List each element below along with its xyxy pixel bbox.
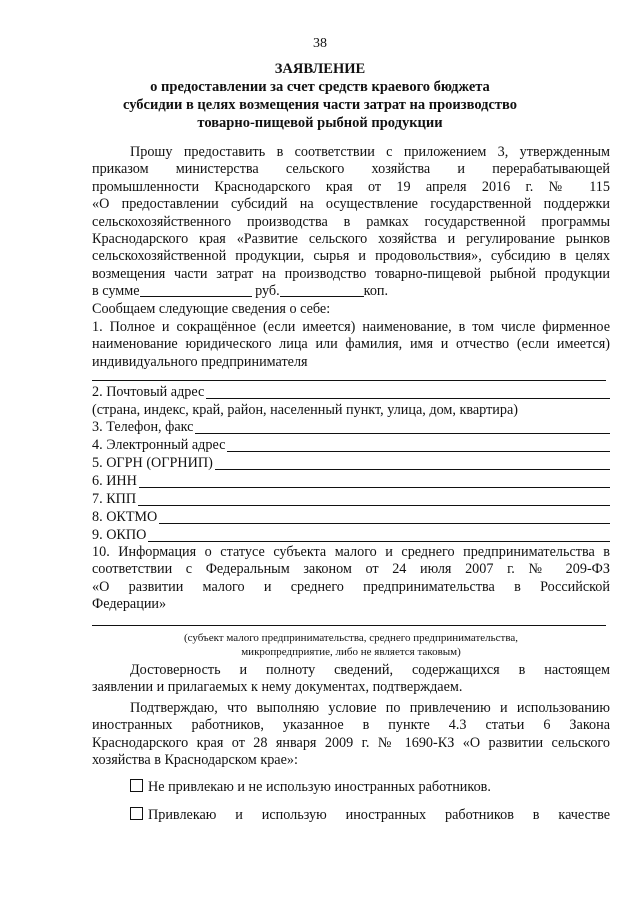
text-line: сельскохозяйственной продукции, сырья и продовольствия», субсидию в целях (92, 248, 610, 265)
option-line (130, 807, 610, 824)
confirmation-paragraph (92, 662, 610, 697)
oktmo-field[interactable] (159, 510, 610, 524)
inn-field[interactable] (139, 474, 610, 488)
text-line: сельскохозяйственного производства в рамках государственной программы (92, 213, 610, 230)
sme-status-hint (92, 631, 610, 659)
text-line: иностранных работников, указанное в пункте 4.3 статьи 6 Закона (92, 717, 610, 734)
okpo-row (92, 527, 610, 544)
item-1 (92, 319, 610, 371)
text-line: наименование юридического лица или фамилия, имя и отчество (если имеется) (92, 336, 610, 353)
text-line: Подтверждаю, что выполняю условие по привлечению и использованию (130, 700, 610, 716)
title-line: субсидии в целях возмещения части затрат на производство (122, 97, 518, 113)
postal-address-hint: (страна, индекс, край, район, населенный пункт, улица, дом, квартира) (92, 402, 518, 418)
text-line: 10. Информация о статусе субъекта малого и среднего предпринимательства в (92, 544, 610, 560)
postal-address-label: 2. Почтовый адрес (92, 384, 205, 400)
text-line: Достоверность и полноту сведений, содержащихся в настоящем (130, 662, 610, 678)
name-field[interactable] (92, 380, 606, 381)
ogrn-row (92, 455, 610, 472)
option-label: Привлекаю и использую иностранных работников в качестве (148, 807, 610, 823)
hint-line: микропредприятие, либо не является таковым) (241, 646, 461, 658)
ogrn-field[interactable] (215, 456, 610, 470)
text-line: Прошу предоставить в соответствии с приложением 3, утвержденным (130, 144, 610, 160)
item-10 (92, 544, 610, 614)
hint-line: (субъект малого предпринимательства, среднего предпринимательства, (183, 632, 519, 644)
option-foreign (92, 807, 610, 824)
sum-kop-field[interactable] (280, 284, 364, 297)
sum-label: в сумме (92, 283, 140, 300)
phone-field[interactable] (195, 420, 610, 434)
kpp-row (92, 491, 610, 508)
text-line: соответствии с Федеральным законом от 24 июля 2007 г. № 209-ФЗ (92, 561, 610, 578)
title-line: товарно-пищевой рыбной продукции (197, 115, 443, 131)
text-line: «О предоставлении субсидий на осуществление государственной поддержки (92, 196, 610, 213)
email-field[interactable] (227, 438, 610, 452)
kop-label: коп. (363, 283, 389, 300)
text-line: Краснодарского края «Развитие сельского хозяйства и регулирование рынков (92, 231, 610, 248)
inn-row (92, 473, 610, 490)
kpp-label: 7. КПП (92, 491, 137, 507)
rub-label: руб. (255, 283, 280, 300)
email-label: 4. Электронный адрес (92, 437, 226, 453)
intro-paragraph (92, 144, 610, 318)
okpo-label: 9. ОКПО (92, 527, 147, 543)
phone-row (92, 419, 610, 436)
text-line: индивидуального предпринимателя (92, 353, 308, 370)
no-foreign-workers-checkbox[interactable] (130, 779, 143, 792)
email-row (92, 437, 610, 454)
sum-line (92, 283, 610, 300)
sme-status-field[interactable] (92, 625, 606, 626)
inn-label: 6. ИНН (92, 473, 137, 489)
option-label: Не привлекаю и не использую иностранных работников. (148, 779, 491, 795)
text-line: заявлении и прилагаемых к нему документах, подтверждаем. (92, 679, 463, 696)
oktmo-row (92, 509, 610, 526)
text-line: промышленности Краснодарского края от 19 апреля 2016 г. № 115 (92, 178, 610, 195)
info-intro: Сообщаем следующие сведения о себе: (92, 300, 331, 317)
phone-label: 3. Телефон, факс (92, 419, 194, 435)
postal-hint-row (92, 402, 610, 419)
title-heading: ЗАЯВЛЕНИЕ (274, 61, 366, 77)
kpp-field[interactable] (138, 492, 610, 506)
foreign-workers-checkbox[interactable] (130, 807, 143, 820)
okpo-field[interactable] (148, 528, 610, 542)
text-line: 1. Полное и сокращённое (если имеется) наименование, в том числе фирменное (92, 319, 610, 335)
text-line: Федерации» (92, 596, 167, 613)
oktmo-label: 8. ОКТМО (92, 509, 158, 525)
postal-address-row (92, 384, 610, 401)
postal-address-field[interactable] (206, 385, 610, 399)
text-line: приказом министерства сельского хозяйства и перерабатывающей (92, 161, 610, 178)
text-line: «О развитии малого и среднего предпринимательства в Российской (92, 578, 610, 595)
option-no-foreign (92, 779, 610, 796)
document-title (0, 60, 640, 132)
title-line: о предоставлении за счет средств краевого бюджета (150, 79, 490, 95)
ogrn-label: 5. ОГРН (ОГРНИП) (92, 455, 213, 471)
text-line: хозяйства в Краснодарском крае»: (92, 752, 298, 769)
text-line: Краснодарского края от 28 января 2009 г. № 1690-КЗ «О развитии сельского (92, 734, 610, 751)
foreign-workers-paragraph (92, 700, 610, 770)
page-number: 38 (313, 36, 327, 51)
text-line: возмещения части затрат на производство товарно-пищевой рыбной продукции (92, 265, 610, 282)
sum-rub-field[interactable] (140, 284, 252, 297)
